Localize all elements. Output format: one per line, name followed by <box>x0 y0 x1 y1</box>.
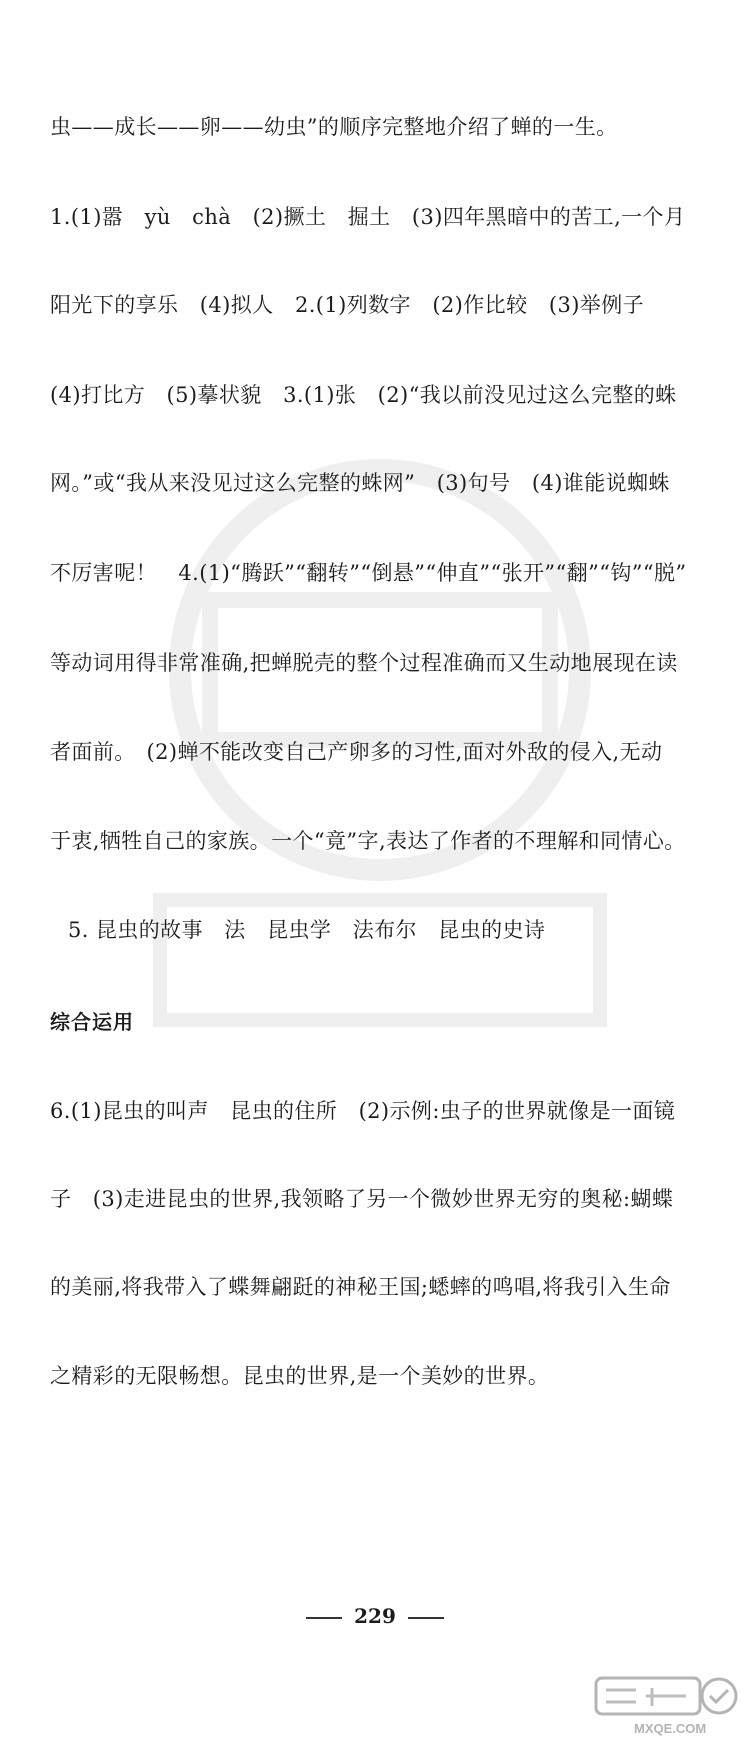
answer-line-1: 虫——成长——卵——幼虫”的顺序完整地介绍了蝉的一生。 <box>50 115 618 139</box>
answer-line-8: 者面前。 (2)蝉不能改变自己产卵多的习性,面对外敌的侵入,无动 <box>50 740 663 764</box>
section-line-3: 的美丽,将我带入了蝶舞翩跹的神秘王国;蟋蟀的鸣唱,将我引入生命 <box>50 1275 671 1299</box>
answer-line-7: 等动词用得非常准确,把蝉脱壳的整个过程准确而又生动地展现在读 <box>50 651 678 675</box>
answer-line-6: 不厉害呢！ 4.(1)“腾跃”“翻转”“倒悬”“伸直”“张开”“翻”“钩”“脱” <box>50 561 687 585</box>
watermark-text: MXQE.COM <box>634 1721 707 1736</box>
section-line-1: 6.(1)昆虫的叫声 昆虫的住所 (2)示例:虫子的世界就像是一面镜 <box>50 1099 676 1123</box>
page-number-footer <box>0 1602 750 1630</box>
footer-dash-right <box>408 1617 444 1619</box>
footer-dash-left <box>306 1617 342 1619</box>
answer-line-4: (4)打比方 (5)摹状貌 3.(1)张 (2)“我以前没见过这么完整的蛛 <box>50 383 677 407</box>
section-heading: 综合运用 <box>50 1010 134 1034</box>
section-line-4: 之精彩的无限畅想。昆虫的世界,是一个美妙的世界。 <box>50 1364 550 1388</box>
answer-line-9: 于衷,牺牲自己的家族。一个“竟”字,表达了作者的不理解和同情心。 <box>50 829 686 853</box>
answer-line-5: 网。”或“我从来没见过这么完整的蛛网” (3)句号 (4)谁能说蜘蛛 <box>50 471 670 495</box>
answer-line-3: 阳光下的享乐 (4)拟人 2.(1)列数字 (2)作比较 (3)举例子 <box>50 293 645 317</box>
answer-line-2: 1.(1)嚣 yù chà (2)撅土 掘土 (3)四年黑暗中的苦工,一个月 <box>50 205 686 229</box>
section-line-2: 子 (3)走进昆虫的世界,我领略了另一个微妙世界无穷的奥秘:蝴蝶 <box>50 1187 674 1211</box>
page-number: 229 <box>354 1604 396 1628</box>
faded-background-watermark <box>120 430 640 1150</box>
answer-line-10: 5. 昆虫的故事 法 昆虫学 法布尔 昆虫的史诗 <box>68 918 546 942</box>
corner-watermark-logo <box>594 1676 744 1738</box>
